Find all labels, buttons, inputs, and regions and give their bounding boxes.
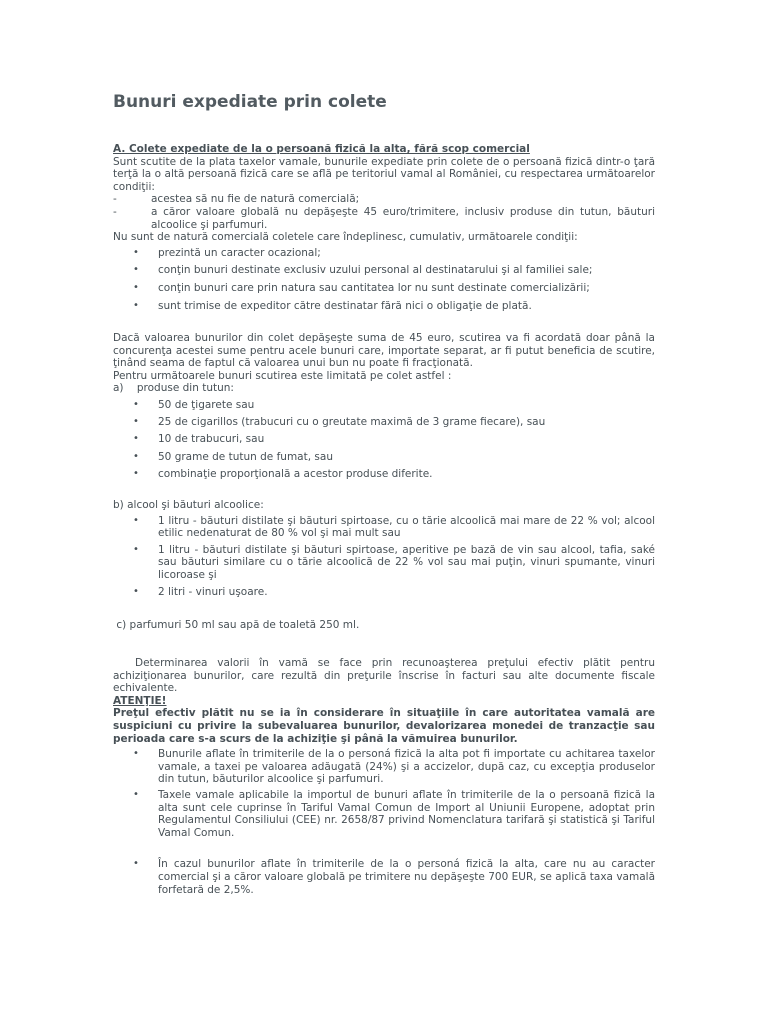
section-a-intro: Sunt scutite de la plata taxelor vamale, bunurile expediate prin colete de o persoană fizică dintr-o ţară terţă la o altă persoană fizică care se află pe teritoriul vamal al României, cu respectarea următoarelor condiţii: (113, 155, 655, 193)
perfume-limit: c) parfumuri 50 ml sau apă de toaletă 250 ml. (113, 619, 360, 631)
section-a (113, 143, 655, 312)
dash-item-text: a căror valoare globală nu depăşeşte 45 euro/trimitere, inclusiv produse din tutun, băuturi alcoolice şi parfumuri. (151, 205, 655, 231)
list-item: • combinaţie proporţională a acestor produse diferite. (133, 467, 433, 480)
bullet-icon: • (133, 246, 139, 258)
alcohol-label: b) alcool şi băuturi alcoolice: (113, 499, 264, 511)
noncommercial-intro: Nu sunt de natură comercială coletele care îndeplinesc, cumulativ, următoarele condiţii: (113, 231, 578, 244)
list-item: • prezintă un caracter ocazional; (133, 246, 321, 259)
bullet-icon: • (133, 281, 139, 293)
valuation-paragraph: Determinarea valorii în vamă se face prin recunoaşterea preţului efectiv plătit pentru achiziţionarea bunurilor, care rezultă din preţurile înscrise în facturi sau alte documente fiscale echivalente. (113, 657, 655, 695)
alcohol-list (113, 515, 655, 599)
dash-marker: - (113, 193, 117, 206)
tobacco-label: a) produse din tutun: (113, 382, 234, 395)
bullet-icon: • (133, 858, 139, 870)
dash-item (113, 206, 655, 231)
page-title: Bunuri expediate prin colete (113, 92, 387, 112)
bullet-icon: • (133, 433, 139, 445)
bullet-icon: • (133, 514, 139, 526)
alcohol-section (113, 499, 655, 598)
bullet-icon: • (133, 748, 139, 760)
bullet-icon: • (133, 264, 139, 276)
bullet-icon: • (133, 416, 139, 428)
bullet-icon: • (133, 299, 139, 311)
list-item: • 25 de cigarillos (trabucuri cu o greutate maximă de 3 grame fiecare), sau (133, 416, 546, 429)
excess-section (113, 332, 655, 480)
list-item: • 1 litru - băuturi distilate şi băuturi spirtoase, aperitive pe bază de vin sau alcool, tafia, saké sau băuturi similare cu o tărie alcoolică de 22 % vol sau mai puţin, vinuri spumante, vinuri licoroase şi (133, 543, 655, 581)
list-item: • 50 grame de tutun de fumat, sau (133, 450, 333, 463)
tobacco-list (113, 399, 655, 480)
attention-label: ATENŢIE! (113, 694, 167, 707)
list-item: • conţin bunuri destinate exclusiv uzului personal al destinatarului şi al familiei sale; (133, 264, 593, 277)
list-item: • 1 litru - băuturi distilate şi băuturi spirtoase, cu o tărie alcoolică mai mare de 22 % vol; alcool etilic nedenaturat de 80 % vol şi mai mult sau (133, 514, 655, 540)
dash-item (113, 193, 655, 206)
excess-paragraph: Dacă valoarea bunurilor din colet depăşeşte suma de 45 euro, scutirea va fi acordată doar până la concurenţa acestei sume pentru acele bunuri care, importate separat, ar fi putut beneficia de scutire, ţinând seama de faptul că valoarea unui bun nu poate fi fracţionată. (113, 332, 655, 370)
attention-text: Preţul efectiv plătit nu se ia în considerare în situaţiile în care autoritatea vamală are suspiciuni cu privire la subevaluarea bunurilor, devalorizarea monedei de tranzacţie sau perioada care s-a scurs de la achiziţie şi până la vămuirea bunurilor. (113, 707, 655, 745)
bullet-icon: • (133, 398, 139, 410)
conditions-list (113, 247, 655, 312)
list-item: • sunt trimise de expeditor către destinatar fără nici o obligaţie de plată. (133, 299, 532, 312)
limit-intro: Pentru următoarele bunuri scutirea este limitată pe colet astfel : (113, 369, 452, 382)
list-item: • Bunurile aflate în trimiterile de la o personá fizică la alta pot fi importate cu achitarea taxelor vamale, a taxei pe valoarea adăugată (24%) şi a accizelor, după caz, cu excepţia produselor din tutun, băuturilor alcoolice şi parfumuri. (133, 748, 655, 786)
list-item: • Taxele vamale aplicabile la importul de bunuri aflate în trimiterile de la o persoană fizică la alta sunt cele cuprinse în Tariful Vamal Comun de Import al Uniunii Europene, adoptat prin Regulamentul Consiliului (CEE) nr. 2658/87 privind Nomenclatura tarifară şi statistică şi Tariful Vamal Comun. (133, 788, 655, 839)
list-item: • conţin bunuri care prin natura sau cantitatea lor nu sunt destinate comercializării; (133, 281, 590, 294)
valuation-list (113, 748, 655, 896)
bullet-icon: • (133, 543, 139, 555)
bullet-icon: • (133, 450, 139, 462)
valuation-section (113, 657, 655, 896)
bullet-icon: • (133, 585, 139, 597)
list-item: • 10 de trabucuri, sau (133, 433, 265, 446)
bullet-icon: • (133, 788, 139, 800)
dash-marker: - (113, 205, 117, 218)
bullet-icon: • (133, 467, 139, 479)
section-a-heading: A. Colete expediate de la o persoană fizică la alta, fără scop comercial (113, 143, 530, 155)
list-item: • În cazul bunurilor aflate în trimiterile de la o personá fizică la alta, care nu au caracter comercial şi a căror valoare globală pe trimitere nu depăşeşte 700 EUR, se aplică taxa vamală forfetară de 2,5%. (133, 858, 655, 896)
list-item: • 2 litri - vinuri uşoare. (133, 585, 268, 598)
dash-item-text: acestea să nu fie de natură comercială; (151, 193, 360, 206)
list-item: • 50 de ţigarete sau (133, 398, 255, 411)
